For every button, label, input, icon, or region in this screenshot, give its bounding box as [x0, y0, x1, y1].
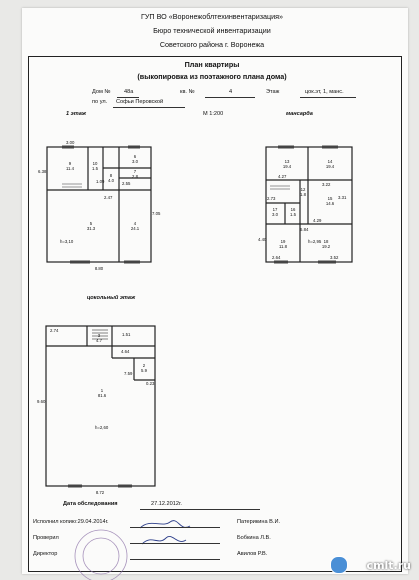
- room-1-number: 1: [100, 388, 104, 393]
- first-floor-label: 1 этаж: [66, 111, 86, 117]
- room-14-area: 19.4: [325, 164, 335, 169]
- dimension: 2.64: [272, 255, 281, 260]
- house-label: Дом №: [92, 89, 111, 95]
- floor-value: цок.эт, 1, манс.: [305, 89, 344, 95]
- dimension: 6.84: [300, 227, 309, 232]
- room-19-number: 19: [280, 239, 286, 244]
- room-6-number: 6: [133, 154, 137, 159]
- dimension: 4.29: [313, 218, 322, 223]
- dimension: 8.80: [94, 266, 104, 271]
- room-19-area: 11.8: [278, 244, 288, 249]
- room-7-area: 2.8: [132, 174, 138, 179]
- ceiling-height: h=3,10: [60, 239, 74, 244]
- room-10-number: 10: [92, 161, 98, 166]
- room-12-area: 1.8: [300, 192, 306, 197]
- executor-name: Патерикина В.И.: [237, 519, 281, 525]
- room-8-area: 4.0: [108, 178, 114, 183]
- room-14-number: 14: [327, 159, 333, 164]
- basement-floor-label: цокольный этаж: [86, 295, 136, 301]
- room-16-area: 1.5: [290, 212, 296, 217]
- room-6-area: 3.0: [132, 159, 138, 164]
- room-12-number: 12: [300, 187, 306, 192]
- room-1-area: 81.6: [97, 393, 107, 398]
- dimension: 6.38: [38, 169, 47, 174]
- dimension: 1.09: [96, 179, 105, 184]
- dimension: 9.60: [37, 399, 46, 404]
- room-7-number: 7: [133, 169, 137, 174]
- dimension: 4.27: [278, 174, 287, 179]
- street-value: Софьи Перовской: [116, 99, 164, 105]
- apartment-label: кв. №: [180, 89, 195, 95]
- floor-label: Этаж: [266, 89, 280, 95]
- room-17-area: 3.0: [272, 212, 278, 217]
- executor-label: Исполнил копию:29.04.2014г.: [33, 519, 109, 525]
- survey-date-label: Дата обследования: [63, 501, 118, 507]
- ceiling-height: h=2,95: [308, 239, 322, 244]
- dimension: 8.72: [95, 490, 105, 495]
- room-9-area: 11.4: [65, 166, 75, 171]
- room-15-area: 14.6: [325, 201, 335, 206]
- room-18-area: 19.2: [321, 244, 331, 249]
- dimension: 4.40: [258, 237, 267, 242]
- ceiling-height: h=2,60: [95, 425, 109, 430]
- room-2-area: 5.9: [141, 368, 147, 373]
- room-17-number: 17: [272, 207, 278, 212]
- plan-title: План квартиры: [184, 60, 240, 69]
- org-name: ГУП ВО «Воронежоблтехинвентаризация»: [140, 12, 284, 21]
- room-16-number: 16: [290, 207, 296, 212]
- dimension: 3.31: [338, 195, 347, 200]
- dimension: 3.22: [322, 182, 331, 187]
- dimension: 2.73: [267, 196, 276, 201]
- apartment-value: 4: [229, 89, 233, 95]
- room-4-area: 24.1: [130, 226, 140, 231]
- director-label: Директор: [33, 551, 58, 557]
- dimension: 3.00: [66, 140, 75, 145]
- dimension: 2.74: [50, 328, 59, 333]
- room-3-number: 3: [97, 333, 101, 338]
- dimension: 7.05: [152, 211, 161, 216]
- survey-date-value: 27.12.2012г.: [151, 501, 182, 507]
- room-13-area: 19.4: [282, 164, 292, 169]
- dimension: 4.64: [121, 349, 130, 354]
- room-2-number: 2: [142, 363, 146, 368]
- house-value: 48а: [124, 89, 134, 95]
- room-5-number: 5: [89, 221, 93, 226]
- dimension: 2.55: [122, 181, 131, 186]
- checker-label: Проверил: [33, 535, 59, 541]
- dimension: 1.51: [122, 332, 131, 337]
- checker-name: Бобкина Л.В.: [237, 535, 271, 541]
- room-9-number: 9: [68, 161, 72, 166]
- watermark-text: cmlt.ru: [366, 559, 411, 572]
- room-4-number: 4: [133, 221, 137, 226]
- attic-floor-label: мансарда: [286, 111, 313, 117]
- dimension: 7.59: [124, 371, 133, 376]
- scale-label: М 1:200: [203, 111, 224, 117]
- plan-subtitle: (выкопировка из поэтажного плана дома): [137, 72, 287, 81]
- room-10-area: 1.5: [92, 166, 98, 171]
- room-18-number: 18: [323, 239, 329, 244]
- basement-walls: [46, 326, 155, 486]
- street-label: по ул.: [92, 99, 108, 105]
- room-13-number: 13: [284, 159, 290, 164]
- room-8-number: 8: [109, 173, 113, 178]
- cmlt-logo-icon: [330, 556, 348, 574]
- bureau-name: Бюро технической инвентаризации: [153, 26, 271, 35]
- dimension: 3.52: [330, 255, 339, 260]
- district-name: Советского района г. Воронежа: [159, 40, 265, 49]
- dimension: 2.47: [104, 195, 113, 200]
- room-5-area: 31.3: [86, 226, 96, 231]
- room-3-area: 4.7: [96, 338, 102, 343]
- director-name: Авилов Р.В.: [237, 551, 268, 557]
- dimension: 0.23: [146, 381, 155, 386]
- room-15-number: 15: [327, 196, 333, 201]
